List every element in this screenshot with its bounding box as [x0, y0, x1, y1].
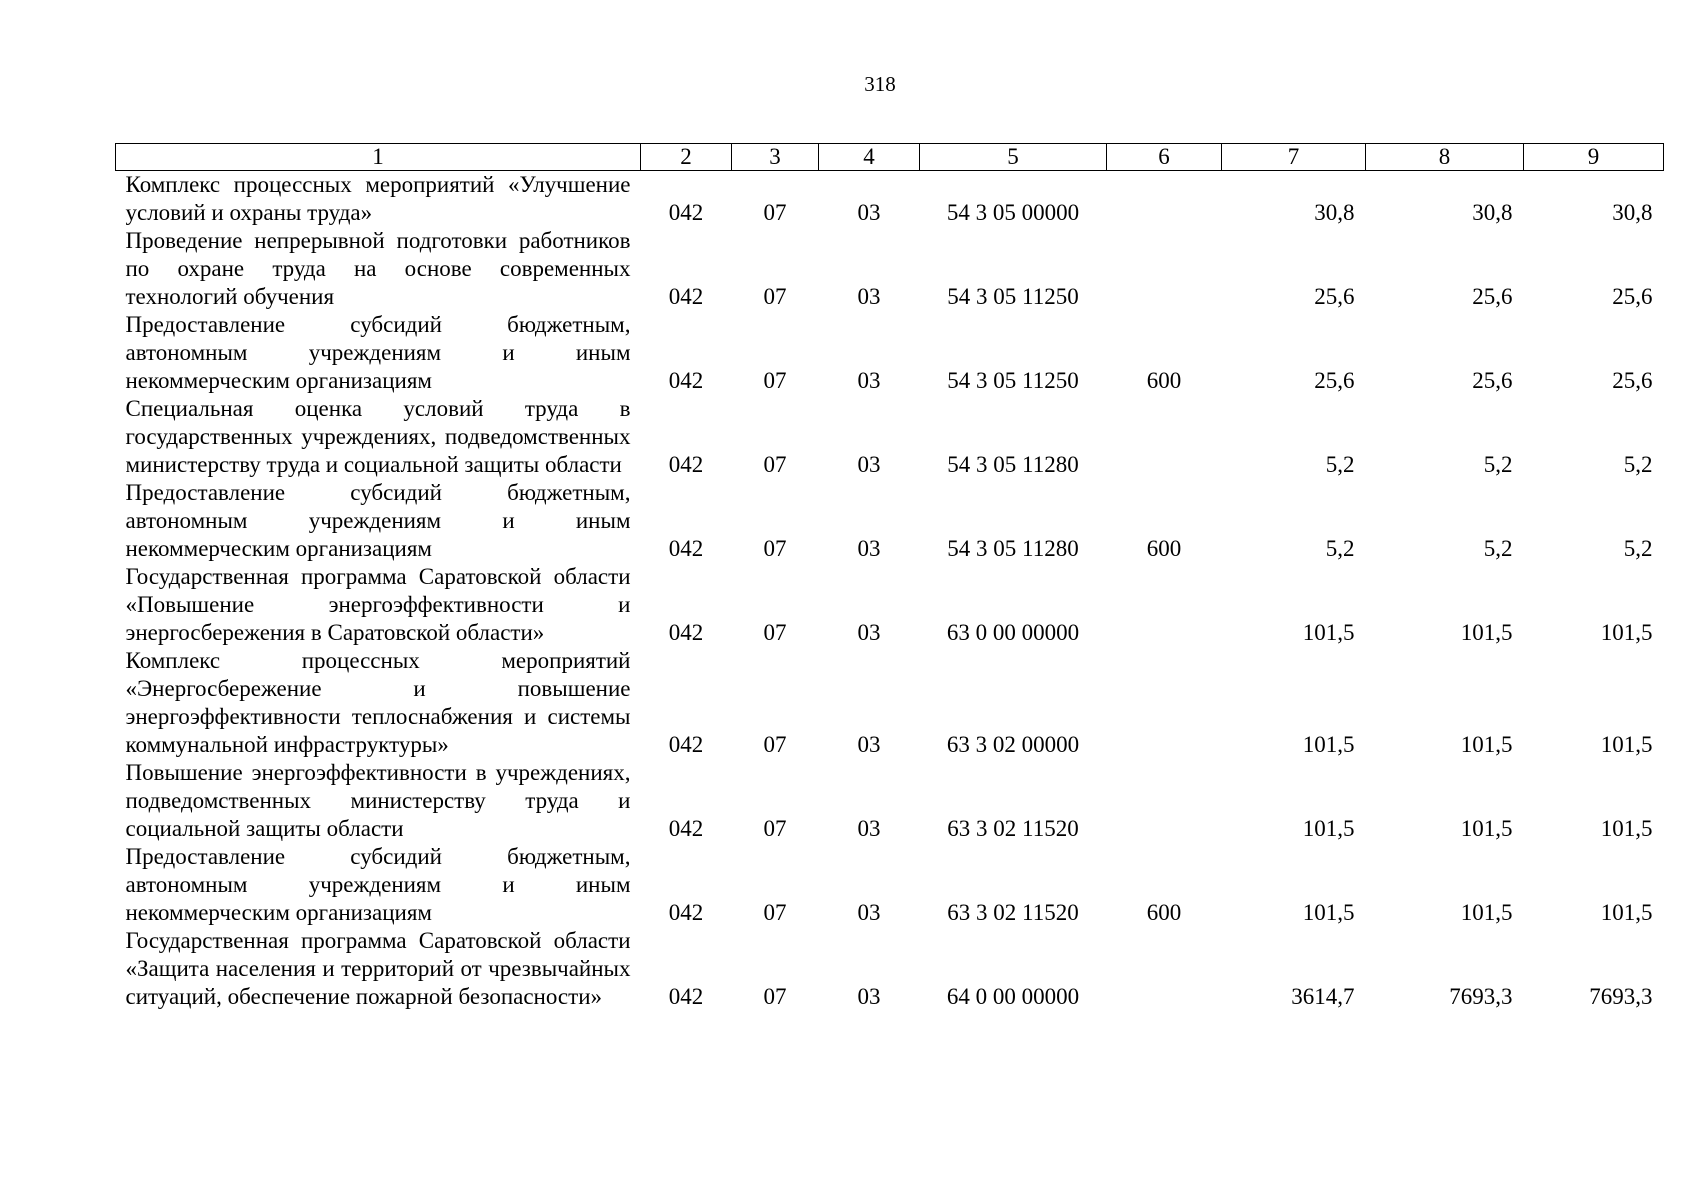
table-row [116, 227, 1664, 311]
cell-col7: 5,2 [1325, 452, 1355, 477]
cell-col5: 63 3 02 11520 [947, 900, 1079, 925]
cell-col8: 101,5 [1460, 816, 1513, 841]
cell-col7: 101,5 [1302, 900, 1355, 925]
budget-table [115, 143, 1664, 1011]
column-header-3: 3 [732, 144, 819, 171]
cell-col9: 101,5 [1600, 900, 1653, 925]
cell-col3: 07 [763, 900, 787, 925]
table-row [116, 311, 1664, 395]
column-header-4: 4 [819, 144, 920, 171]
cell-col6 [1107, 563, 1222, 647]
cell-col6 [1107, 647, 1222, 759]
cell-col3: 07 [763, 200, 787, 225]
column-header-6: 6 [1107, 144, 1222, 171]
cell-col6 [1107, 227, 1222, 311]
cell-col8: 5,2 [1483, 536, 1513, 561]
cell-col9: 30,8 [1612, 200, 1653, 225]
cell-col7: 25,6 [1314, 284, 1355, 309]
table-row [116, 759, 1664, 843]
table-row [116, 479, 1664, 563]
cell-col3: 07 [763, 620, 787, 645]
cell-col7: 101,5 [1302, 732, 1355, 757]
cell-col9: 25,6 [1612, 368, 1653, 393]
row-name: Специальная оценка условий труда в государственных учреждениях, подведомственных министерству труда и социальной защиты области [125, 396, 631, 477]
cell-col2: 042 [668, 984, 704, 1009]
cell-col6 [1107, 171, 1222, 228]
cell-col8: 5,2 [1483, 452, 1513, 477]
cell-col4: 03 [857, 984, 881, 1009]
row-name: Повышение энергоэффективности в учреждениях, подведомственных министерству труда и социальной защиты области [125, 760, 631, 841]
cell-col2: 042 [668, 284, 704, 309]
cell-col3: 07 [763, 732, 787, 757]
cell-col5: 54 3 05 11250 [947, 368, 1079, 393]
column-header-2: 2 [641, 144, 732, 171]
column-header-8: 8 [1366, 144, 1524, 171]
cell-col5: 54 3 05 11250 [947, 284, 1079, 309]
cell-col3: 07 [763, 284, 787, 309]
cell-col7: 30,8 [1314, 200, 1355, 225]
table-row [116, 647, 1664, 759]
cell-col5: 64 0 00 00000 [946, 984, 1080, 1009]
cell-col9: 25,6 [1612, 284, 1653, 309]
cell-col6 [1107, 395, 1222, 479]
cell-col3: 07 [763, 984, 787, 1009]
cell-col5: 54 3 05 11280 [947, 536, 1079, 561]
row-name: Государственная программа Саратовской области «Защита населения и территорий от чрезвычайных ситуаций, обеспечение пожарной безопасности» [125, 928, 631, 1009]
table-row [116, 171, 1664, 228]
cell-col4: 03 [857, 536, 881, 561]
cell-col7: 3614,7 [1291, 984, 1355, 1009]
cell-col9: 7693,3 [1589, 984, 1653, 1009]
cell-col9: 5,2 [1623, 536, 1653, 561]
cell-col5: 54 3 05 00000 [946, 200, 1080, 225]
column-header-5: 5 [920, 144, 1107, 171]
column-header-1: 1 [116, 144, 641, 171]
cell-col6: 600 [1146, 368, 1182, 393]
row-name: Проведение непрерывной подготовки работников по охране труда на основе современных технологий обучения [125, 228, 631, 309]
cell-col4: 03 [857, 284, 881, 309]
cell-col6: 600 [1146, 900, 1182, 925]
cell-col7: 101,5 [1302, 816, 1355, 841]
cell-col5: 63 0 00 00000 [946, 620, 1080, 645]
row-name: Предоставление субсидий бюджетным, автономным учреждениям и иным некоммерческим организациям [125, 480, 631, 561]
header-row [116, 144, 1664, 171]
cell-col3: 07 [763, 452, 787, 477]
cell-col3: 07 [763, 368, 787, 393]
cell-col2: 042 [668, 452, 704, 477]
cell-col3: 07 [763, 816, 787, 841]
table-row [116, 395, 1664, 479]
column-header-7: 7 [1222, 144, 1366, 171]
cell-col5: 54 3 05 11280 [947, 452, 1079, 477]
cell-col4: 03 [857, 816, 881, 841]
cell-col9: 101,5 [1600, 732, 1653, 757]
cell-col4: 03 [857, 900, 881, 925]
row-name: Комплекс процессных мероприятий «Улучшение условий и охраны труда» [125, 172, 631, 225]
table-row [116, 843, 1664, 927]
cell-col8: 25,6 [1472, 368, 1513, 393]
cell-col8: 25,6 [1472, 284, 1513, 309]
cell-col8: 30,8 [1472, 200, 1513, 225]
cell-col5: 63 3 02 11520 [947, 816, 1079, 841]
cell-col2: 042 [668, 620, 704, 645]
row-name: Государственная программа Саратовской области «Повышение энергоэффективности и энергосбережения в Саратовской области» [125, 564, 631, 645]
table-row [116, 563, 1664, 647]
cell-col4: 03 [857, 452, 881, 477]
cell-col2: 042 [668, 368, 704, 393]
cell-col4: 03 [857, 368, 881, 393]
row-name: Предоставление субсидий бюджетным, автономным учреждениям и иным некоммерческим организациям [125, 312, 631, 393]
cell-col9: 5,2 [1623, 452, 1653, 477]
cell-col2: 042 [668, 200, 704, 225]
cell-col2: 042 [668, 536, 704, 561]
page-number: 318 [864, 72, 896, 96]
cell-col2: 042 [668, 732, 704, 757]
cell-col6: 600 [1146, 536, 1182, 561]
cell-col4: 03 [857, 732, 881, 757]
cell-col8: 101,5 [1460, 732, 1513, 757]
table-body [116, 171, 1664, 1012]
cell-col3: 07 [763, 536, 787, 561]
table-row [116, 927, 1664, 1011]
cell-col9: 101,5 [1600, 620, 1653, 645]
cell-col9: 101,5 [1600, 816, 1653, 841]
cell-col7: 5,2 [1325, 536, 1355, 561]
cell-col7: 25,6 [1314, 368, 1355, 393]
table-header [116, 144, 1664, 171]
row-name: Предоставление субсидий бюджетным, автономным учреждениям и иным некоммерческим организациям [125, 844, 631, 925]
cell-col5: 63 3 02 00000 [946, 732, 1080, 757]
cell-col7: 101,5 [1302, 620, 1355, 645]
cell-col8: 101,5 [1460, 900, 1513, 925]
cell-col6 [1107, 927, 1222, 1011]
column-header-9: 9 [1524, 144, 1664, 171]
cell-col2: 042 [668, 816, 704, 841]
cell-col6 [1107, 759, 1222, 843]
cell-col8: 101,5 [1460, 620, 1513, 645]
cell-col4: 03 [857, 200, 881, 225]
cell-col2: 042 [668, 900, 704, 925]
cell-col4: 03 [857, 620, 881, 645]
cell-col8: 7693,3 [1449, 984, 1513, 1009]
row-name: Комплекс процессных мероприятий «Энергосбережение и повышение энергоэффективности теплоснабжения и системы коммунальной инфраструктуры» [125, 648, 631, 757]
